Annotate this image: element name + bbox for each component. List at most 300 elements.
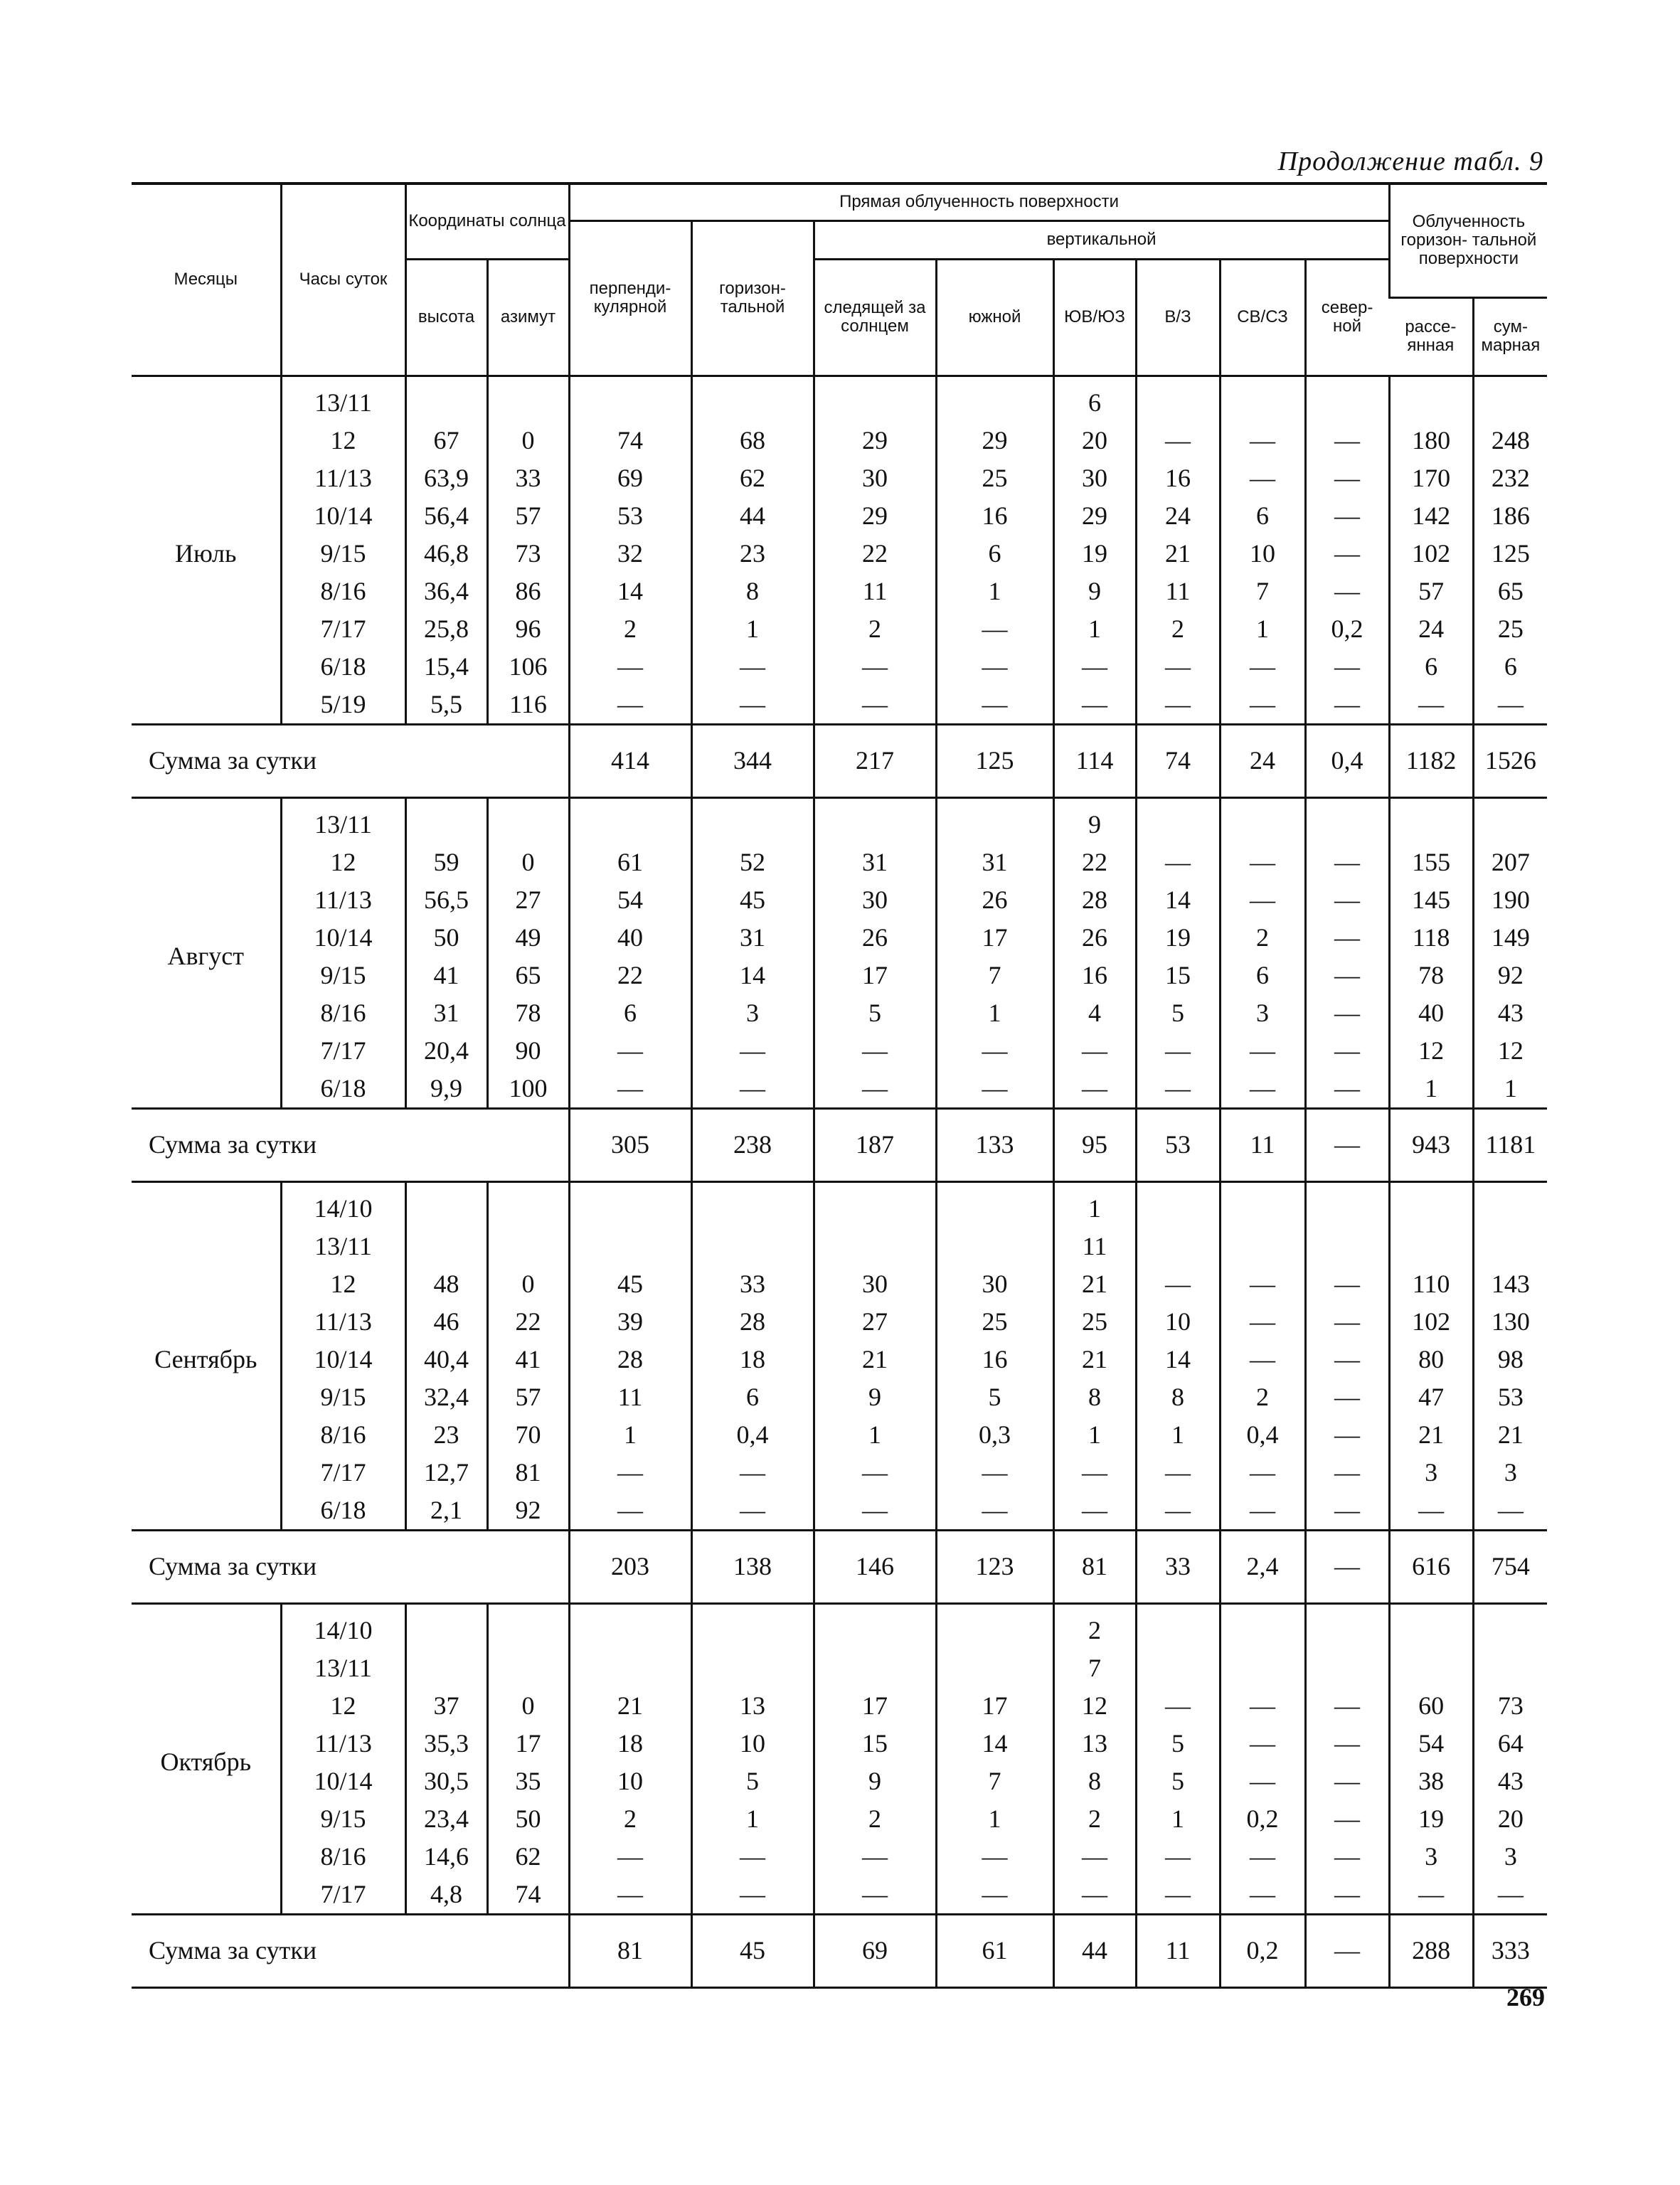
value-cell [1305,1228,1389,1265]
value-cell: 19 [1053,535,1136,573]
value-cell: 4,8 [405,1876,487,1915]
value-cell: — [569,686,691,725]
value-cell: 2 [569,610,691,648]
value-cell: 32,4 [405,1378,487,1416]
sum-value: 138 [691,1530,814,1603]
value-cell: 1 [936,1800,1053,1838]
value-cell: 25,8 [405,610,487,648]
value-cell: — [1220,686,1305,725]
value-cell: 2 [1053,1603,1136,1649]
value-cell: 2 [814,610,936,648]
value-cell: 60 [1389,1687,1473,1725]
value-cell: 61 [569,844,691,881]
value-cell: — [1473,1876,1547,1915]
hour-cell: 11/13 [281,1303,405,1341]
header-south: южной [936,259,1053,376]
value-cell: 31 [814,844,936,881]
header-total: сум- марная [1473,297,1547,376]
value-cell: 30 [1053,459,1136,497]
value-cell: — [1220,1341,1305,1378]
value-cell: — [1053,1454,1136,1492]
value-cell: 3 [1389,1454,1473,1492]
value-cell: — [1220,1492,1305,1531]
value-cell: — [1305,1070,1389,1109]
sum-value: 24 [1220,724,1305,797]
sum-value: — [1305,1914,1389,1987]
sum-row [132,724,1547,797]
value-cell: 31 [405,994,487,1032]
table-row [132,994,1547,1032]
value-cell: 28 [1053,881,1136,919]
table-row [132,1181,1547,1228]
value-cell: 57 [487,497,569,535]
value-cell: 116 [487,686,569,725]
table-row [132,1378,1547,1416]
value-cell: 1 [1220,610,1305,648]
value-cell: 20 [1473,1800,1547,1838]
value-cell: 39 [569,1303,691,1341]
value-cell: 8 [1053,1763,1136,1800]
value-cell: — [1305,1454,1389,1492]
table-row [132,1070,1547,1109]
table-row [132,881,1547,919]
value-cell: — [1389,686,1473,725]
value-cell: 25 [936,459,1053,497]
value-cell: 13 [1053,1725,1136,1763]
table-row [132,1763,1547,1800]
value-cell [1473,1228,1547,1265]
value-cell: 2,1 [405,1492,487,1531]
hour-cell: 9/15 [281,1800,405,1838]
table-row [132,1303,1547,1341]
value-cell: — [1305,686,1389,725]
table-row [132,1800,1547,1838]
value-cell: 30 [814,881,936,919]
value-cell: — [1220,422,1305,459]
value-cell [1136,797,1220,844]
value-cell: 12 [1389,1032,1473,1070]
value-cell: — [1305,1378,1389,1416]
value-cell: 10 [1136,1303,1220,1341]
value-cell: 46,8 [405,535,487,573]
value-cell: 1 [1053,1416,1136,1454]
value-cell [1389,376,1473,422]
value-cell: — [1305,1492,1389,1531]
value-cell: — [569,1032,691,1070]
value-cell: 9 [1053,797,1136,844]
value-cell: 7 [936,957,1053,994]
value-cell: 28 [691,1303,814,1341]
table-caption: Продолжение табл. 9 [1277,147,1543,176]
table-row [132,648,1547,686]
table-row [132,610,1547,648]
value-cell: 21 [1473,1416,1547,1454]
value-cell: 69 [569,459,691,497]
value-cell [405,797,487,844]
value-cell [1220,1603,1305,1649]
value-cell: 1 [936,994,1053,1032]
value-cell: — [814,1838,936,1876]
irradiance-table [132,182,1547,1989]
table-row [132,686,1547,725]
value-cell: 31 [691,919,814,957]
value-cell [1136,1228,1220,1265]
value-cell: 37 [405,1687,487,1725]
value-cell: 18 [569,1725,691,1763]
value-cell: 9 [1053,573,1136,610]
hour-cell: 11/13 [281,881,405,919]
value-cell: — [1220,881,1305,919]
value-cell: — [691,1492,814,1531]
sum-value: 74 [1136,724,1220,797]
value-cell: — [1305,1265,1389,1303]
hour-cell: 8/16 [281,1838,405,1876]
value-cell: 12 [1473,1032,1547,1070]
value-cell: 23 [405,1416,487,1454]
hour-cell: 9/15 [281,1378,405,1416]
value-cell [569,1228,691,1265]
value-cell: 54 [569,881,691,919]
value-cell [936,1228,1053,1265]
value-cell: 14,6 [405,1838,487,1876]
sum-value: 754 [1473,1530,1547,1603]
header-direct: Прямая облученность поверхности [569,184,1389,220]
value-cell: 56,4 [405,497,487,535]
table-row [132,1265,1547,1303]
value-cell [1389,1181,1473,1228]
value-cell: 6 [1220,957,1305,994]
hour-cell: 7/17 [281,1876,405,1915]
value-cell [569,376,691,422]
value-cell: — [1305,957,1389,994]
value-cell [1220,376,1305,422]
value-cell: 92 [487,1492,569,1531]
value-cell: — [691,1454,814,1492]
value-cell: 21 [1053,1265,1136,1303]
value-cell: 30 [814,459,936,497]
value-cell: 29 [936,422,1053,459]
value-cell: 7 [1220,573,1305,610]
value-cell: 45 [691,881,814,919]
value-cell: 2 [1220,1378,1305,1416]
value-cell: 19 [1389,1800,1473,1838]
value-cell: 25 [1053,1303,1136,1341]
hour-cell: 7/17 [281,1032,405,1070]
value-cell: 21 [569,1687,691,1725]
value-cell: 92 [1473,957,1547,994]
value-cell: 26 [936,881,1053,919]
value-cell: — [1136,1032,1220,1070]
value-cell: 102 [1389,1303,1473,1341]
value-cell: 46 [405,1303,487,1341]
value-cell: 1 [1136,1416,1220,1454]
header-months: Месяцы [132,184,281,376]
value-cell: 86 [487,573,569,610]
header-e-w: В/З [1136,259,1220,376]
value-cell: — [1305,1800,1389,1838]
hour-cell: 9/15 [281,535,405,573]
sum-value: 344 [691,724,814,797]
value-cell: 50 [487,1800,569,1838]
hour-cell: 10/14 [281,497,405,535]
value-cell: 43 [1473,1763,1547,1800]
value-cell: 59 [405,844,487,881]
value-cell: — [1389,1492,1473,1531]
sum-value: 53 [1136,1108,1220,1181]
value-cell: 9 [814,1378,936,1416]
value-cell: 21 [1389,1416,1473,1454]
value-cell: 31 [936,844,1053,881]
value-cell: 0 [487,422,569,459]
value-cell [691,1228,814,1265]
value-cell: 5 [936,1378,1053,1416]
value-cell: 98 [1473,1341,1547,1378]
value-cell: 24 [1136,497,1220,535]
value-cell: 1 [814,1416,936,1454]
value-cell: 6 [1220,497,1305,535]
value-cell: 3 [1389,1838,1473,1876]
value-cell: — [936,1492,1053,1531]
value-cell: 125 [1473,535,1547,573]
header-hours: Часы суток [281,184,405,376]
table-row [132,1603,1547,1649]
value-cell [1473,1649,1547,1687]
sum-value: 146 [814,1530,936,1603]
value-cell: — [569,648,691,686]
value-cell: 36,4 [405,573,487,610]
value-cell: — [691,1876,814,1915]
value-cell: — [936,686,1053,725]
value-cell: 142 [1389,497,1473,535]
value-cell: — [691,1032,814,1070]
value-cell: — [1305,459,1389,497]
value-cell: 5,5 [405,686,487,725]
value-cell: — [1220,844,1305,881]
value-cell: — [691,1838,814,1876]
hour-cell: 12 [281,1265,405,1303]
value-cell: — [1136,1876,1220,1915]
value-cell: 6 [1389,648,1473,686]
value-cell: 56,5 [405,881,487,919]
value-cell: 30 [814,1265,936,1303]
value-cell [814,797,936,844]
value-cell: 8 [691,573,814,610]
value-cell: 53 [1473,1378,1547,1416]
value-cell: 21 [1136,535,1220,573]
value-cell: 10 [691,1725,814,1763]
value-cell: 2 [1220,919,1305,957]
value-cell: 6 [1473,648,1547,686]
hour-cell: 13/11 [281,376,405,422]
value-cell [936,1603,1053,1649]
value-cell: 23 [691,535,814,573]
sum-value: 1181 [1473,1108,1547,1181]
value-cell [814,1649,936,1687]
value-cell: 68 [691,422,814,459]
value-cell [1473,376,1547,422]
header-azimuth: азимут [487,259,569,376]
value-cell: — [814,1454,936,1492]
value-cell: 6 [1053,376,1136,422]
value-cell [1305,1603,1389,1649]
hour-cell: 12 [281,1687,405,1725]
value-cell: — [1305,844,1389,881]
hour-cell: 8/16 [281,1416,405,1454]
month-label: Октябрь [132,1603,281,1914]
value-cell: 12 [1053,1687,1136,1725]
sum-value: 33 [1136,1530,1220,1603]
value-cell: — [936,1876,1053,1915]
value-cell: 14 [569,573,691,610]
value-cell: 145 [1389,881,1473,919]
header-tracking: следящей за солнцем [814,259,936,376]
value-cell: — [1136,422,1220,459]
value-cell [1136,1603,1220,1649]
value-cell [1389,797,1473,844]
sum-value: 69 [814,1914,936,1987]
header-sun-coords: Координаты солнца [405,184,569,259]
value-cell [569,1649,691,1687]
sum-row [132,1108,1547,1181]
hour-cell: 11/13 [281,1725,405,1763]
value-cell: — [569,1492,691,1531]
value-cell: — [1305,1687,1389,1725]
header-horiz-irr: Облученность горизон- тальной поверхности [1389,184,1547,297]
value-cell: 5 [814,994,936,1032]
value-cell [1473,1603,1547,1649]
value-cell: — [1305,1725,1389,1763]
value-cell: 90 [487,1032,569,1070]
value-cell: — [814,1070,936,1109]
value-cell [936,797,1053,844]
sum-value: 305 [569,1108,691,1181]
value-cell: 53 [569,497,691,535]
value-cell: 106 [487,648,569,686]
sum-value: 123 [936,1530,1053,1603]
value-cell: — [569,1070,691,1109]
value-cell: 0,2 [1220,1800,1305,1838]
value-cell: 10 [569,1763,691,1800]
sum-value: 0,4 [1305,724,1389,797]
value-cell: — [1220,1303,1305,1341]
value-cell: — [1053,1838,1136,1876]
hour-cell: 8/16 [281,994,405,1032]
sum-value: 81 [569,1914,691,1987]
value-cell: 38 [1389,1763,1473,1800]
value-cell: 65 [487,957,569,994]
value-cell: — [569,1838,691,1876]
value-cell: 16 [936,497,1053,535]
value-cell: 52 [691,844,814,881]
hour-cell: 10/14 [281,919,405,957]
value-cell: 11 [569,1378,691,1416]
value-cell [1305,1181,1389,1228]
value-cell: 22 [487,1303,569,1341]
sum-value: — [1305,1530,1389,1603]
value-cell: — [936,1070,1053,1109]
value-cell: — [1220,648,1305,686]
value-cell: — [1136,1454,1220,1492]
value-cell [1305,797,1389,844]
value-cell: 48 [405,1265,487,1303]
value-cell: 74 [569,422,691,459]
table-row [132,422,1547,459]
value-cell [814,1603,936,1649]
value-cell [487,376,569,422]
value-cell: 50 [405,919,487,957]
value-cell: 14 [1136,1341,1220,1378]
value-cell: 0 [487,1265,569,1303]
value-cell: 0,3 [936,1416,1053,1454]
value-cell: — [1305,1032,1389,1070]
value-cell: 73 [1473,1687,1547,1725]
value-cell: — [1053,1032,1136,1070]
value-cell: 27 [814,1303,936,1341]
value-cell: 35,3 [405,1725,487,1763]
value-cell [1389,1228,1473,1265]
value-cell [1473,1181,1547,1228]
value-cell: 19 [1136,919,1220,957]
value-cell: 33 [487,459,569,497]
value-cell: 149 [1473,919,1547,957]
value-cell: 14 [1136,881,1220,919]
value-cell: 30 [936,1265,1053,1303]
table-row [132,1416,1547,1454]
value-cell: 29 [814,422,936,459]
value-cell: — [1305,1303,1389,1341]
value-cell: 1 [691,610,814,648]
value-cell: 2 [569,1800,691,1838]
value-cell: — [1136,648,1220,686]
value-cell [691,1603,814,1649]
value-cell: 15 [1136,957,1220,994]
hour-cell: 10/14 [281,1763,405,1800]
table-row [132,1228,1547,1265]
value-cell: — [1136,1838,1220,1876]
value-cell: 1 [1136,1800,1220,1838]
header-se-sw: ЮВ/ЮЗ [1053,259,1136,376]
table-row [132,1838,1547,1876]
value-cell [691,797,814,844]
hour-cell: 6/18 [281,1070,405,1109]
value-cell: 9 [814,1763,936,1800]
value-cell: — [1473,1492,1547,1531]
value-cell: 180 [1389,422,1473,459]
value-cell [405,1228,487,1265]
table-header [132,184,1547,376]
value-cell: 22 [569,957,691,994]
value-cell: 100 [487,1070,569,1109]
value-cell: 57 [1389,573,1473,610]
header-vertical: вертикальной [814,220,1389,259]
sum-value: 125 [936,724,1053,797]
value-cell: 44 [691,497,814,535]
value-cell: 20,4 [405,1032,487,1070]
value-cell: 26 [814,919,936,957]
value-cell: 21 [814,1341,936,1378]
value-cell: 26 [1053,919,1136,957]
value-cell: — [1305,422,1389,459]
value-cell: 40 [1389,994,1473,1032]
value-cell [487,1603,569,1649]
value-cell: — [1305,1763,1389,1800]
value-cell [1220,1649,1305,1687]
value-cell: 232 [1473,459,1547,497]
value-cell: — [1305,573,1389,610]
value-cell: 80 [1389,1341,1473,1378]
value-cell: 3 [691,994,814,1032]
header-altitude: высота [405,259,487,376]
